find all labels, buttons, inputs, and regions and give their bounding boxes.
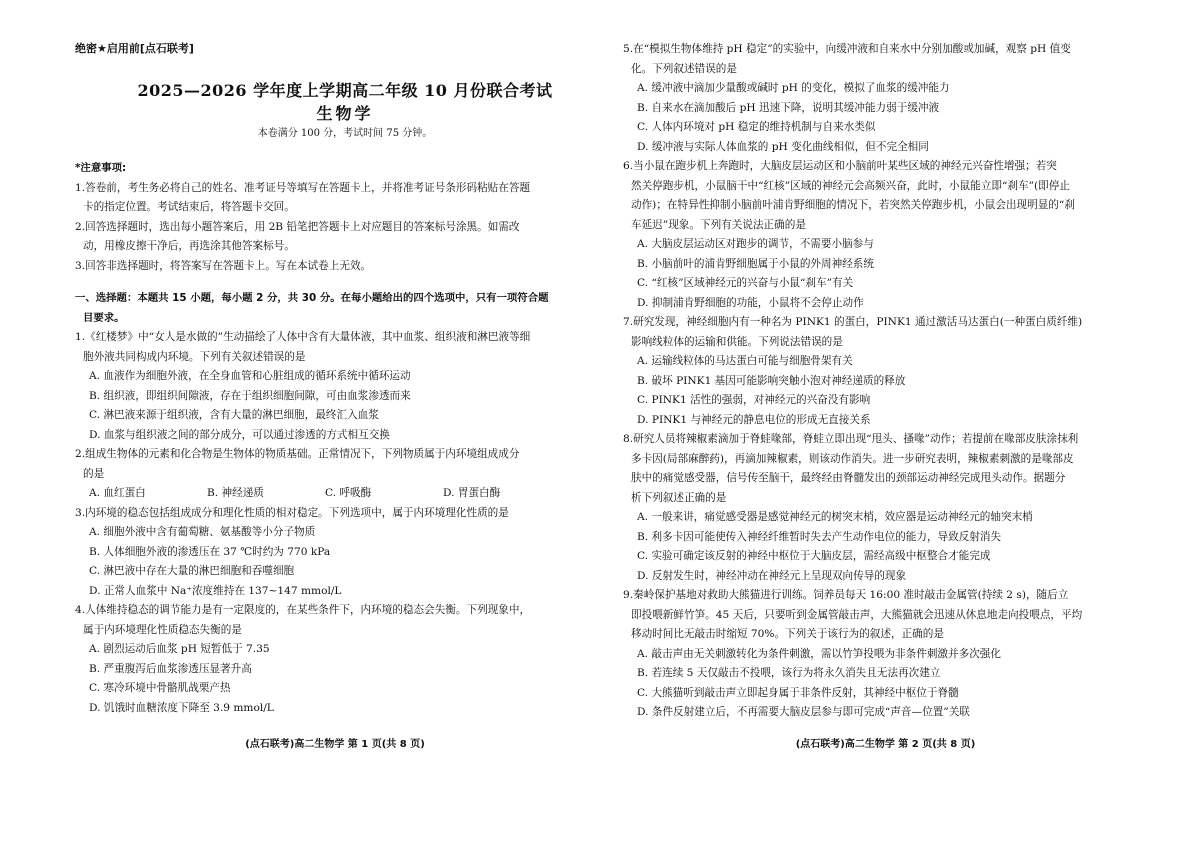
exam-meta: 本卷满分 100 分，考试时间 75 分钟。 (257, 128, 433, 139)
page-1 (75, 0, 595, 848)
option-d: D. 条件反射建立后，不再需要大脑皮层参与即可完成“声音—位置”关联 (637, 706, 970, 718)
question-stem: 影响线粒体的运输和供能。下列说法错误的是 (631, 335, 843, 348)
exam-title: 2025—2026 学年度上学期高二年级 10 月份联合考试 (137, 81, 553, 100)
question-stem: 移动时间比无敲击时缩短 70%。下列关于该行为的叙述，正确的是 (631, 628, 944, 640)
question-stem: 化。下列叙述错误的是 (631, 62, 737, 75)
option-c: C. 人体内环境对 pH 稳定的维持机制与自来水类似 (637, 121, 876, 133)
option-b: B. 人体细胞外液的渗透压在 37 ℃时约为 770 kPa (89, 545, 331, 558)
question-stem: 8.研究人员将辣椒素滴加于脊蛙喙部，脊蛙立即出现“甩头、搔喙”动作；若提前在喙部皮肤涂抹利 (623, 433, 1079, 445)
option-a: A. 细胞外液中含有葡萄糖、氨基酸等小分子物质 (89, 526, 316, 538)
question-8 (623, 430, 1148, 586)
option-d: D. 抑制浦肯野细胞的功能，小鼠将不会停止动作 (637, 296, 864, 309)
note-line: 3.回答非选择题时，将答案写在答题卡上。写在本试卷上无效。 (75, 259, 372, 272)
question-stem: 6.当小鼠在跑步机上奔跑时，大脑皮层运动区和小脑前叶某些区域的神经元兴奋性增强；若突 (623, 160, 1057, 172)
option-d: D. PINK1 与神经元的静息电位的形成无直接关系 (637, 413, 871, 426)
questions-left (75, 289, 595, 718)
option-b: B. 神经递质 (207, 487, 264, 499)
note-line: 动，用橡皮擦干净后，再选涂其他答案标号。 (83, 240, 295, 252)
option-a: A. 敲击声由无关刺激转化为条件刺激，需以竹笋投喂为非条件刺激并多次强化 (637, 647, 1001, 660)
question-stem: 析下列叙述正确的是 (631, 491, 727, 504)
section-title: 一、选择题：本题共 15 小题，每小题 2 分，共 30 分。在每小题给出的四个选项中，只有一项符合题 (75, 292, 549, 304)
option-b: B. 小脑前叶的浦肯野细胞属于小鼠的外周神经系统 (637, 257, 874, 270)
note-line: 2.回答选择题时，选出每小题答案后，用 2B 铅笔把答题卡上对应题目的答案标号涂黑。如需改 (75, 220, 520, 233)
option-c: C. “红核”区域神经元的兴奋与小鼠“刹车”有关 (637, 277, 854, 289)
option-c: C. 实验可确定该反射的神经中枢位于大脑皮层，需经高级中枢整合才能完成 (637, 550, 991, 562)
question-1 (75, 328, 595, 445)
option-d: D. 反射发生时，神经冲动在神经元上呈现双向传导的现象 (637, 569, 907, 582)
question-7 (623, 313, 1148, 430)
option-b: B. 破坏 PINK1 基因可能影响突触小泡对神经递质的释放 (637, 374, 906, 387)
questions-right (623, 40, 1148, 723)
option-b: B. 利多卡因可能使传入神经纤维暂时失去产生动作电位的能力，导致反射消失 (637, 530, 1002, 543)
question-stem: 肤中的痛觉感受器，信号传至脑干，最终经由脊髓发出的颈部运动神经完成甩头动作。据题分 (631, 472, 1066, 484)
subject-title: 生物学 (316, 104, 374, 123)
notes-title: *注意事项: (75, 162, 127, 174)
page-2 (623, 0, 1148, 848)
option-a: A. 缓冲液中滴加少量酸或碱时 pH 的变化，模拟了血浆的缓冲能力 (637, 82, 950, 94)
section-title: 目要求。 (83, 311, 125, 324)
question-stem: 然关停跑步机，小鼠脑干中“红核”区域的神经元会高频兴奋，此时，小鼠能立即“刹车”(即停止 (631, 179, 1070, 192)
notes-block (75, 159, 595, 276)
option-a: A. 大脑皮层运动区对跑步的调节，不需要小脑参与 (637, 238, 874, 250)
question-stem: 多卡因(局部麻醉药)，再滴加辣椒素，则该动作消失。进一步研究表明，辣椒素刺激的是喙部皮 (631, 452, 1074, 465)
question-stem: 动作)；在特异性抑制小脑前叶浦肯野细胞的情况下，若突然关停跑步机，小鼠会出现明显的“刹 (631, 199, 1075, 211)
question-stem: 2.组成生物体的元素和化合物是生物体的物质基础。正常情况下，下列物质属于内环境组成成分 (75, 448, 520, 460)
note-line: 1.答卷前，考生务必将自己的姓名、准考证号等填写在答题卡上，并将准考证号条形码粘贴在答题 (75, 181, 531, 194)
option-d: D. 血浆与组织液之间的部分成分，可以通过渗透的方式相互交换 (89, 428, 390, 441)
question-stem: 属于内环境理化性质稳态失衡的是 (83, 623, 242, 636)
question-stem: 7.研究发现，神经细胞内有一种名为 PINK1 的蛋白，PINK1 通过激活马达蛋白(一种蛋白质纤维) (623, 316, 1083, 328)
option-a: A. 血液作为细胞外液，在全身血管和心脏组成的循环系统中循环运动 (89, 370, 411, 382)
option-a: A. 剧烈运动后血浆 pH 短暂低于 7.35 (89, 643, 270, 655)
option-d: D. 胃蛋白酶 (443, 487, 501, 499)
option-c: C. PINK1 活性的强弱，对神经元的兴奋没有影响 (637, 394, 871, 406)
secret-mark: 绝密★启用前[点石联考] (75, 42, 194, 55)
options-row (75, 484, 595, 504)
page-footer: (点石联考)高二生物学 第 2 页(共 8 页) (795, 739, 976, 750)
option-c: C. 大熊猫听到敲击声立即起身属于非条件反射，其神经中枢位于脊髓 (637, 686, 959, 699)
question-stem: 车延迟”现象。下列有关说法正确的是 (631, 218, 806, 231)
option-b: B. 若连续 5 天仅敲击不投喂，该行为将永久消失且无法再次建立 (637, 667, 941, 679)
option-c: C. 呼吸酶 (325, 487, 372, 499)
option-c: C. 寒冷环境中骨骼肌战栗产热 (89, 682, 231, 694)
option-c: C. 淋巴液来源于组织液，含有大量的淋巴细胞，最终汇入血浆 (89, 409, 379, 421)
note-line: 卡的指定位置。考试结束后，将答题卡交回。 (83, 201, 295, 213)
option-d: D. 缓冲液与实际人体血浆的 pH 变化曲线相似，但不完全相同 (637, 140, 929, 153)
option-a: A. 血红蛋白 (89, 487, 146, 499)
question-stem: 胞外液共同构成内环境。下列有关叙述错误的是 (83, 350, 306, 363)
option-c: C. 淋巴液中存在大量的淋巴细胞和吞噬细胞 (89, 565, 295, 577)
option-b: B. 组织液，即组织间隙液，存在于组织细胞间隙，可由血浆渗透而来 (89, 389, 411, 402)
question-5 (623, 40, 1148, 157)
question-4 (75, 601, 595, 718)
question-stem: 3.内环境的稳态包括组成成分和理化性质的相对稳定。下列选项中，属于内环境理化性质的是 (75, 506, 509, 519)
question-stem: 的是 (83, 467, 105, 480)
question-stem: 4.人体维持稳态的调节能力是有一定限度的，在某些条件下，内环境的稳态会失衡。下列现象中， (75, 604, 531, 616)
option-b: B. 自来水在滴加酸后 pH 迅速下降，说明其缓冲能力弱于缓冲液 (637, 101, 940, 114)
question-stem: 9.秦岭保护基地对救助大熊猫进行训练。饲养员每天 16:00 准时敲击金属管(持续 2 s)，随后立 (623, 589, 1069, 601)
option-a: A. 运输线粒体的马达蛋白可能与细胞骨架有关 (637, 355, 853, 367)
question-stem: 即投喂新鲜竹笋。45 天后，只要听到金属管敲击声，大熊猫就会迅速从休息地走向投喂点，平均 (631, 608, 1083, 621)
option-d: D. 正常人血浆中 Na⁺浓度维持在 137~147 mmol/L (89, 584, 342, 597)
question-stem: 5.在“模拟生物体维持 pH 稳定”的实验中，向缓冲液和自来水中分别加酸或加碱，观察 pH 值变 (623, 43, 1071, 55)
question-3 (75, 504, 595, 602)
option-a: A. 一般来讲，痛觉感受器是感觉神经元的树突末梢，效应器是运动神经元的轴突末梢 (637, 511, 1033, 523)
question-9 (623, 586, 1148, 723)
question-stem: 1.《红楼梦》中“女人是水做的”生动描绘了人体中含有大量体液，其中血浆、组织液和淋巴液等细 (75, 331, 531, 343)
question-2 (75, 445, 595, 504)
option-b: B. 严重腹泻后血浆渗透压显著升高 (89, 662, 252, 675)
option-d: D. 饥饿时血糖浓度下降至 3.9 mmol/L (89, 701, 274, 714)
page-footer: (点石联考)高二生物学 第 1 页(共 8 页) (245, 739, 425, 750)
question-6 (623, 157, 1148, 313)
